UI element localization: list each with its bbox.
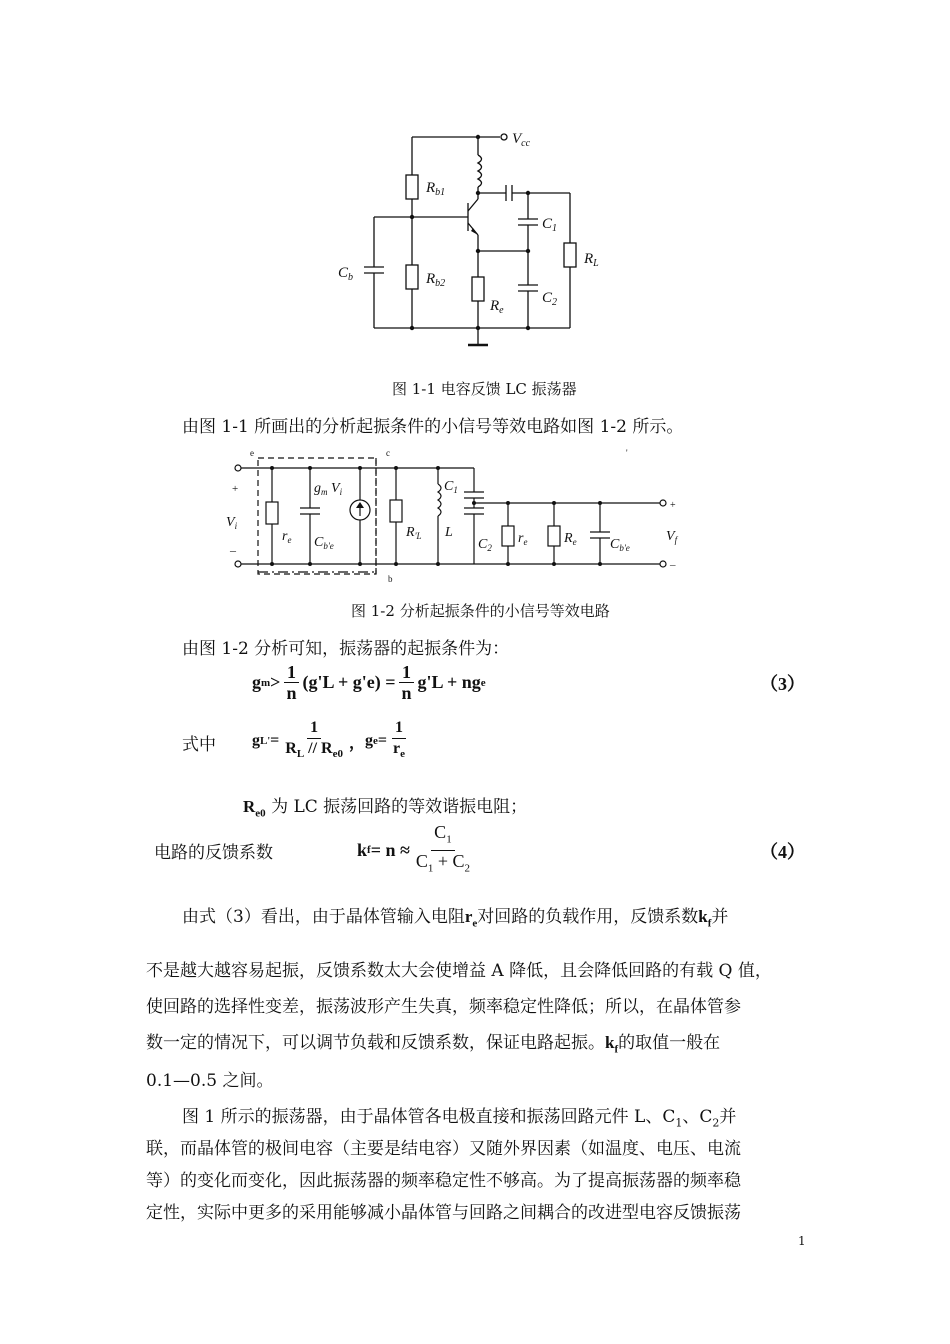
- svg-text:C1: $C_1$: [542, 216, 558, 234]
- equation-definitions: g L ' = $\frac{1}{R_L // R_{e0}}$ ， g e = $\frac{1}{r_e}$: [252, 719, 406, 761]
- svg-text:b: b: [388, 574, 393, 584]
- vcc-label: V: [512, 131, 522, 147]
- equation-4-number: （4）: [760, 842, 805, 862]
- svg-text:Cb'e: $C_{b'e}$: [314, 535, 334, 551]
- figure-1-1-circuit: [330, 125, 620, 355]
- svg-text:–: –: [670, 559, 676, 571]
- svg-text:': ': [626, 448, 628, 458]
- page-number: 1: [798, 1234, 806, 1248]
- r-definition-line: $R_{e0}$ 为 LC 振荡回路的等效谐振电阻；: [243, 797, 528, 820]
- svg-text:Rb2: $R_{b2}$: [426, 271, 446, 289]
- svg-text:Vcc: $V_{cc}$: [512, 131, 531, 149]
- where-label: 式中: [182, 735, 216, 755]
- svg-text:C2: $C_2$: [478, 537, 492, 553]
- svg-text:L: L: [445, 525, 453, 540]
- para2-line1: 图 1 所示的振荡器，由于晶体管各电极直接和振荡回路元件 L、$C_1$、$C_2$并: [182, 1107, 737, 1130]
- svg-text:+: +: [670, 500, 676, 511]
- svg-text:gm Vi: $g_m$ $V_i$: [314, 481, 343, 497]
- svg-text:re: $r_e$: [518, 531, 528, 547]
- svg-text:–: –: [230, 543, 236, 557]
- svg-text:Rb1: $R_{b1}$: [426, 180, 446, 198]
- svg-text:Re: $R_e$: [490, 298, 504, 316]
- para2-line3: 等）的变化而变化，因此振荡器的频率稳定性不够高。为了提高振荡器的频率稳: [146, 1171, 741, 1191]
- svg-text:Cb'e: $C_{b'e}$: [610, 537, 630, 553]
- equation-3: g m > $\frac{1}{n}$ (g'L + g'e) = $\frac{1}{n}$ g'L + ng e: [252, 662, 486, 703]
- analysis-line: 由图 1-2 分析可知，振荡器的起振条件为：: [182, 639, 510, 659]
- feedback-label: 电路的反馈系数: [154, 843, 273, 863]
- svg-text:RL: $R_L$: [584, 251, 599, 269]
- svg-text:c: c: [386, 448, 390, 458]
- para1-line1: 由式（3）看出，由于晶体管输入电阻$r_e$对回路的负载作用，反馈系数$k_f$并: [182, 907, 729, 930]
- equation-3-number: （3）: [760, 674, 805, 694]
- para2-line4: 定性，实际中更多的采用能够减小晶体管与回路之间耦合的改进型电容反馈振荡: [146, 1203, 741, 1223]
- para2-line2: 联，而晶体管的极间电容（主要是结电容）又随外界因素（如温度、电压、电流: [146, 1139, 741, 1159]
- intro-line: 由图 1-1 所画出的分析起振条件的小信号等效电路如图 1-2 所示。: [182, 417, 684, 437]
- para1-line4: 数一定的情况下，可以调节负载和反馈系数，保证电路起振。$k_f$的取值一般在: [146, 1033, 721, 1056]
- figure-1-2-caption: 图 1-2 分析起振条件的小信号等效电路: [351, 602, 610, 620]
- svg-text:Cb: $C_b$: [338, 265, 354, 283]
- figure-1-1-caption: 图 1-1 电容反馈 LC 振荡器: [392, 380, 577, 398]
- svg-text:e: e: [250, 448, 254, 458]
- para1-line5: 0.1—0.5 之间。: [146, 1071, 274, 1091]
- svg-text:Vi: $V_i$: [226, 515, 238, 531]
- svg-text:Re: $R_e$: [564, 531, 577, 547]
- svg-text:C1: $C_1$: [444, 479, 458, 495]
- para1-line3: 使回路的选择性变差，振荡波形产生失真，频率稳定性降低；所以，在晶体管参: [146, 997, 741, 1017]
- svg-text:C2: $C_2$: [542, 290, 558, 308]
- para1-line2: 不是越大越容易起振，反馈系数太大会使增益 A 降低，且会降低回路的有载 Q 值，: [146, 961, 772, 981]
- svg-text:R'L: $R_{'L}$: [406, 525, 422, 541]
- equation-4: k f = n ≈ $\frac{C_1}{C_1 + C_2}$: [357, 822, 471, 875]
- svg-text:re: $r_e$: [282, 529, 292, 545]
- svg-text:+: +: [232, 483, 239, 495]
- svg-text:Vf: $V_f$: [666, 529, 678, 545]
- figure-1-2-circuit: [220, 444, 690, 584]
